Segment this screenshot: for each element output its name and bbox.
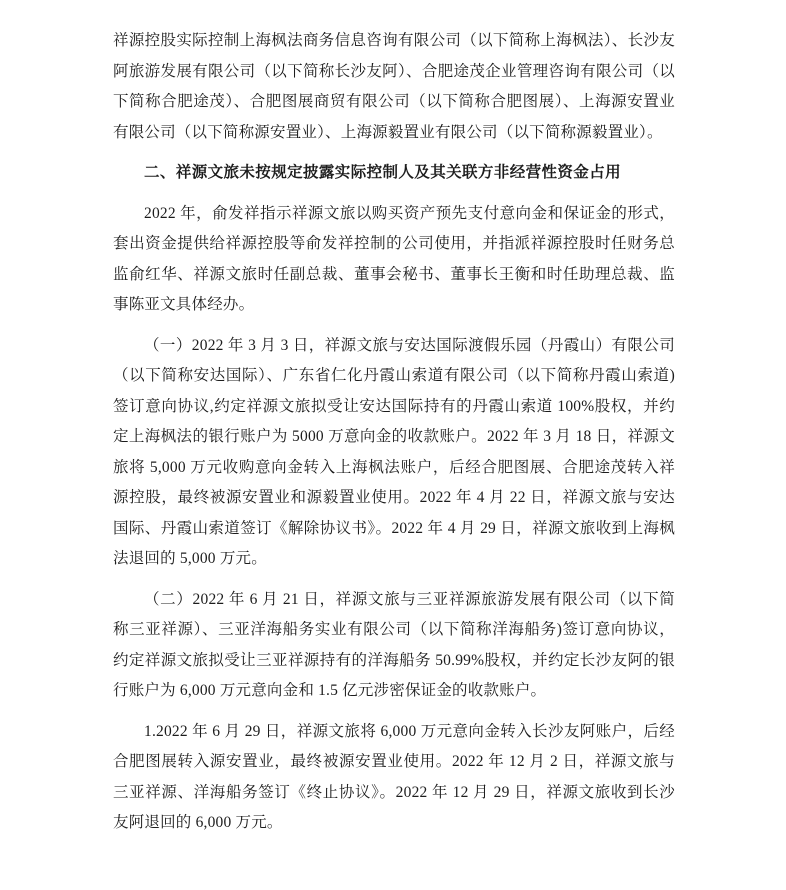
body-paragraph: （一）2022 年 3 月 3 日，祥源文旅与安达国际渡假乐园（丹霞山）有限公司（以下简称安达国际）、广东省仁化丹霞山索道有限公司（以下简称丹霞山索道)签订意向协议,约定祥源文旅拟受让安达国际持有的丹霞山索道 100%股权，并约定上海枫法的银行账户为 5000 万意向金的收款账户。2022 年 3 月 18 日，祥源文旅将 5,000 万元收购意向金转入上海枫法账户，后经合肥图展、合肥途茂转入祥源控股，最终被源安置业和源毅置业使用。2022 年 4 月 22 日，祥源文旅与安达国际、丹霞山索道签订《解除协议书》。2022 年 4 月 29 日，祥源文旅收到上海枫法退回的 5,000 万元。 (113, 336, 675, 567)
body-paragraph: （二）2022 年 6 月 21 日，祥源文旅与三亚祥源旅游发展有限公司（以下简称三亚祥源）、三亚洋海船务实业有限公司（以下简称洋海船务)签订意向协议，约定祥源文旅拟受让三亚祥源持有的洋海船务 50.99%股权，并约定长沙友阿的银行账户为 6,000 万元意向金和 1.5 亿元涉密保证金的收款账户。 (113, 590, 675, 699)
body-paragraph: 1.2022 年 6 月 29 日，祥源文旅将 6,000 万元意向金转入长沙友阿账户，后经合肥图展转入源安置业，最终被源安置业使用。2022 年 12 月 2 日，祥源文旅与三亚祥源、洋海船务签订《终止协议》。2022 年 12 月 29 日，祥源文旅收到长沙友阿退回的 6,000 万元。 (113, 722, 675, 831)
section-heading: 二、祥源文旅未按规定披露实际控制人及其关联方非经营性资金占用 (144, 164, 622, 181)
body-paragraph: 2022 年，俞发祥指示祥源文旅以购买资产预先支付意向金和保证金的形式，套出资金提供给祥源控股等俞发祥控制的公司使用，并指派祥源控股时任财务总监俞红华、祥源文旅时任副总裁、董事会秘书、董事长王衡和时任助理总裁、监事陈亚文具体经办。 (113, 204, 675, 313)
document-text-block (113, 26, 675, 849)
body-paragraph-continuation: 祥源控股实际控制上海枫法商务信息咨询有限公司（以下简称上海枫法）、长沙友阿旅游发展有限公司（以下简称长沙友阿）、合肥途茂企业管理咨询有限公司（以下简称合肥途茂）、合肥图展商贸有限公司（以下简称合肥图展）、上海源安置业有限公司（以下简称源安置业）、上海源毅置业有限公司（以下简称源毅置业）。 (113, 32, 675, 141)
